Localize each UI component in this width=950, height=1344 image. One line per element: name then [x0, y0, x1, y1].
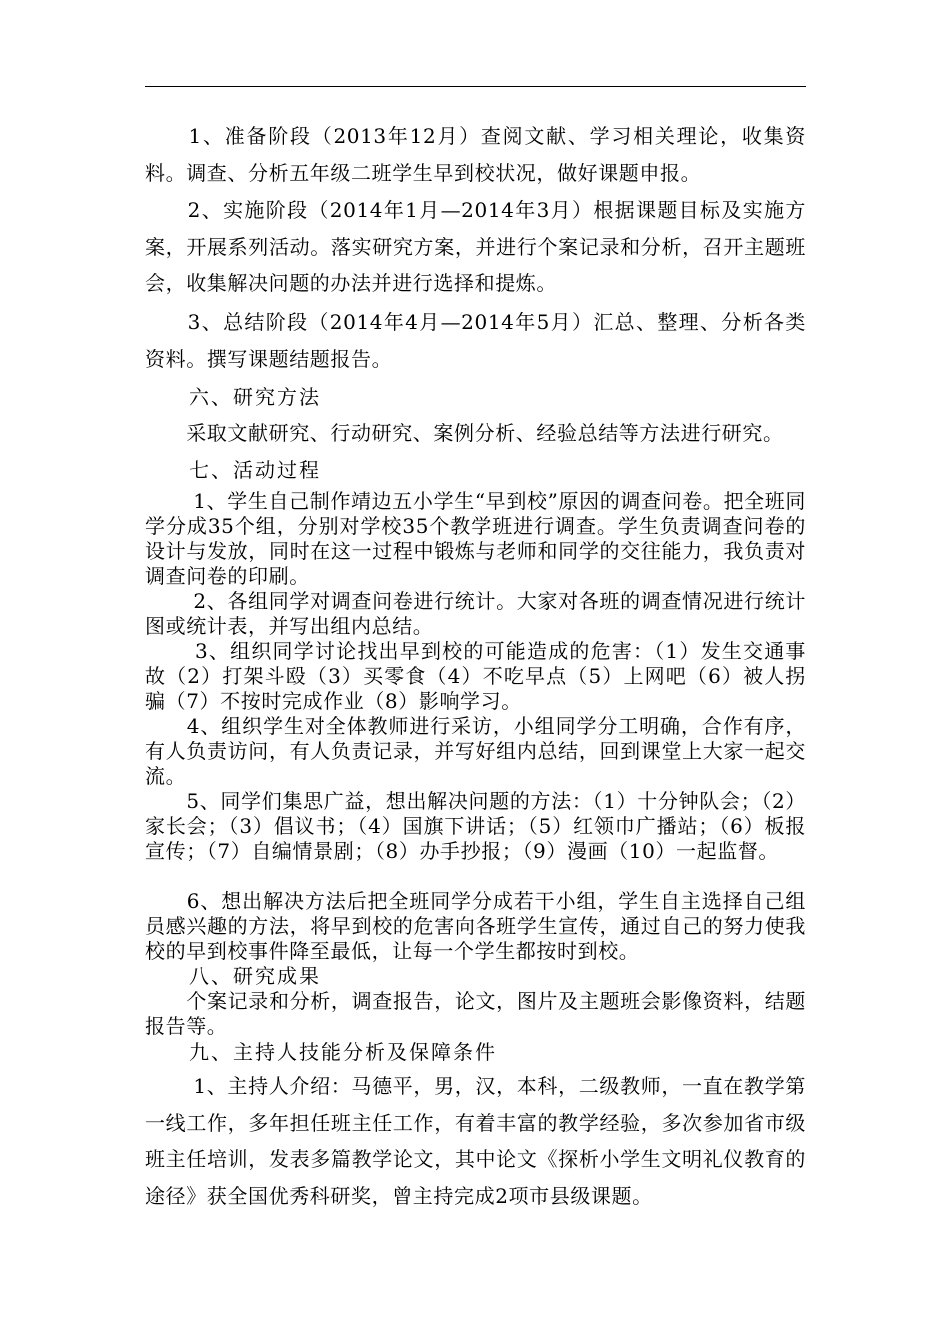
paragraph-activity-3: 3、组织同学讨论找出早到校的可能造成的危害：（1）发生交通事故（2）打架斗殴（3）买零食（4）不吃早点（5）上网吧（6）被人拐骗（7）不按时完成作业（8）影响学习。	[145, 639, 806, 713]
heading-host-skills: 九、主持人技能分析及保障条件	[145, 1040, 497, 1064]
header-rule	[145, 86, 806, 87]
paragraph-research-results: 个案记录和分析，调查报告，论文，图片及主题班会影像资料，结题报告等。	[145, 989, 806, 1038]
paragraph-implementation-stage: 2、实施阶段（2014年1月—2014年3月）根据课题目标及实施方案，开展系列活动。落实研究方案，并进行个案记录和分析，召开主题班会，收集解决问题的办法并进行选择和提炼。	[145, 198, 806, 295]
heading-activity-process: 七、活动过程	[145, 458, 321, 482]
paragraph-host-introduction: 1、主持人介绍：马德平，男，汉，本科，二级教师，一直在教学第一线工作，多年担任班主任工作，有着丰富的教学经验，多次参加省市级班主任培训，发表多篇教学论文，其中论文《探析小学生文明礼仪教育的途径》获全国优秀科研奖，曾主持完成2项市县级课题。	[145, 1074, 806, 1208]
paragraph-activity-4: 4、组织学生对全体教师进行采访，小组同学分工明确，合作有序，有人负责访问，有人负责记录，并写好组内总结，回到课堂上大家一起交流。	[145, 714, 806, 788]
paragraph-activity-2: 2、各组同学对调查问卷进行统计。大家对各班的调查情况进行统计图或统计表，并写出组内总结。	[145, 589, 806, 638]
paragraph-activity-1: 1、学生自己制作靖边五小学生“早到校”原因的调查问卷。把全班同学分成35个组，分别对学校35个教学班进行调查。学生负责调查问卷的设计与发放，同时在这一过程中锻炼与老师和同学的交往能力，我负责对调查问卷的印刷。	[145, 489, 806, 588]
paragraph-research-method: 采取文献研究、行动研究、案例分析、经验总结等方法进行研究。	[145, 421, 784, 445]
heading-research-method: 六、研究方法	[145, 385, 321, 409]
heading-research-results: 八、研究成果	[145, 964, 321, 988]
paragraph-summary-stage: 3、总结阶段（2014年4月—2014年5月）汇总、整理、分析各类资料。撰写课题结题报告。	[145, 310, 806, 371]
paragraph-activity-5: 5、同学们集思广益，想出解决问题的方法：（1）十分钟队会；（2）家长会；（3）倡议书；（4）国旗下讲话；（5）红领巾广播站；（6）板报宣传；（7）自编情景剧；（8）办手抄报；（9）漫画（10）一起监督。	[145, 789, 806, 863]
paragraph-activity-6: 6、想出解决方法后把全班同学分成若干小组，学生自主选择自己组员感兴趣的方法，将早到校的危害向各班学生宣传，通过自己的努力使我校的早到校事件降至最低，让每一个学生都按时到校。	[145, 889, 806, 963]
paragraph-prep-stage: 1、准备阶段（2013年12月）查阅文献、学习相关理论，收集资料。调查、分析五年级二班学生早到校状况，做好课题申报。	[145, 124, 806, 185]
